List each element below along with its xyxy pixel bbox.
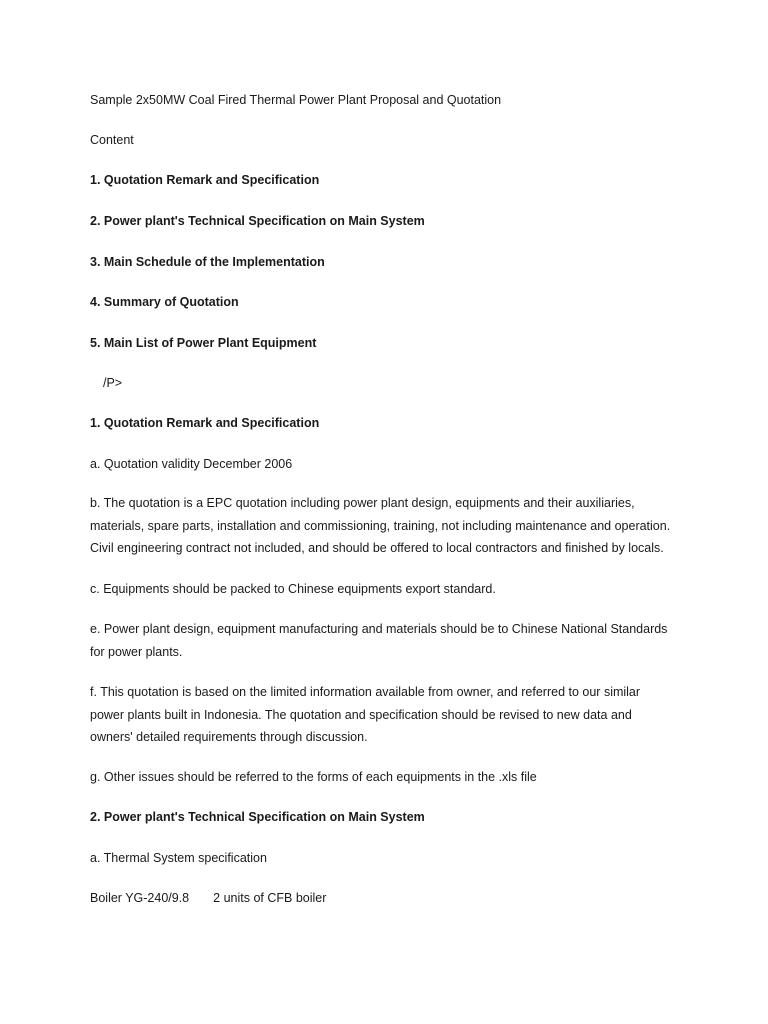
section-1-item-f [90, 681, 690, 749]
section-1-item-e [90, 618, 690, 663]
boiler-description: 2 units of CFB boiler [213, 891, 327, 905]
toc-item-1: 1. Quotation Remark and Specification [90, 173, 320, 187]
paragraph-line: e. Power plant design, equipment manufacturing and materials should be to Chinese National Standards [90, 622, 668, 636]
paragraph-line: for power plants. [90, 644, 183, 659]
document-title: Sample 2x50MW Coal Fired Thermal Power Plant Proposal and Quotation [90, 93, 502, 107]
stray-tag-text: /P> [103, 376, 123, 390]
toc-item-3: 3. Main Schedule of the Implementation [90, 255, 325, 269]
boiler-model: Boiler YG-240/9.8 [90, 891, 190, 905]
section-2-item-a: a. Thermal System specification [90, 851, 267, 865]
section-1-item-c: c. Equipments should be packed to Chinese equipments export standard. [90, 582, 496, 596]
section-2-heading: 2. Power plant's Technical Specification on Main System [90, 810, 425, 824]
section-1-heading: 1. Quotation Remark and Specification [90, 416, 320, 430]
toc-item-4: 4. Summary of Quotation [90, 295, 239, 309]
toc-item-5: 5. Main List of Power Plant Equipment [90, 336, 317, 350]
section-1-item-g: g. Other issues should be referred to the forms of each equipments in the .xls file [90, 770, 537, 784]
boiler-spec-line [90, 890, 326, 906]
paragraph-line: owners' detailed requirements through discussion. [90, 730, 368, 744]
paragraph-line: materials, spare parts, installation and commissioning, training, not including maintenance and operation. [90, 518, 671, 533]
paragraph-line: power plants built in Indonesia. The quotation and specification should be revised to new data and [90, 707, 632, 722]
section-1-item-a: a. Quotation validity December 2006 [90, 457, 293, 471]
paragraph-line: b. The quotation is a EPC quotation including power plant design, equipments and their auxiliaries, [90, 496, 635, 510]
section-1-item-b [90, 492, 690, 560]
toc-item-2: 2. Power plant's Technical Specification on Main System [90, 214, 425, 228]
paragraph-line: f. This quotation is based on the limited information available from owner, and referred to our similar [90, 685, 641, 699]
content-label: Content [90, 133, 134, 147]
paragraph-line: Civil engineering contract not included, and should be offered to local contractors and finished by locals. [90, 541, 664, 555]
